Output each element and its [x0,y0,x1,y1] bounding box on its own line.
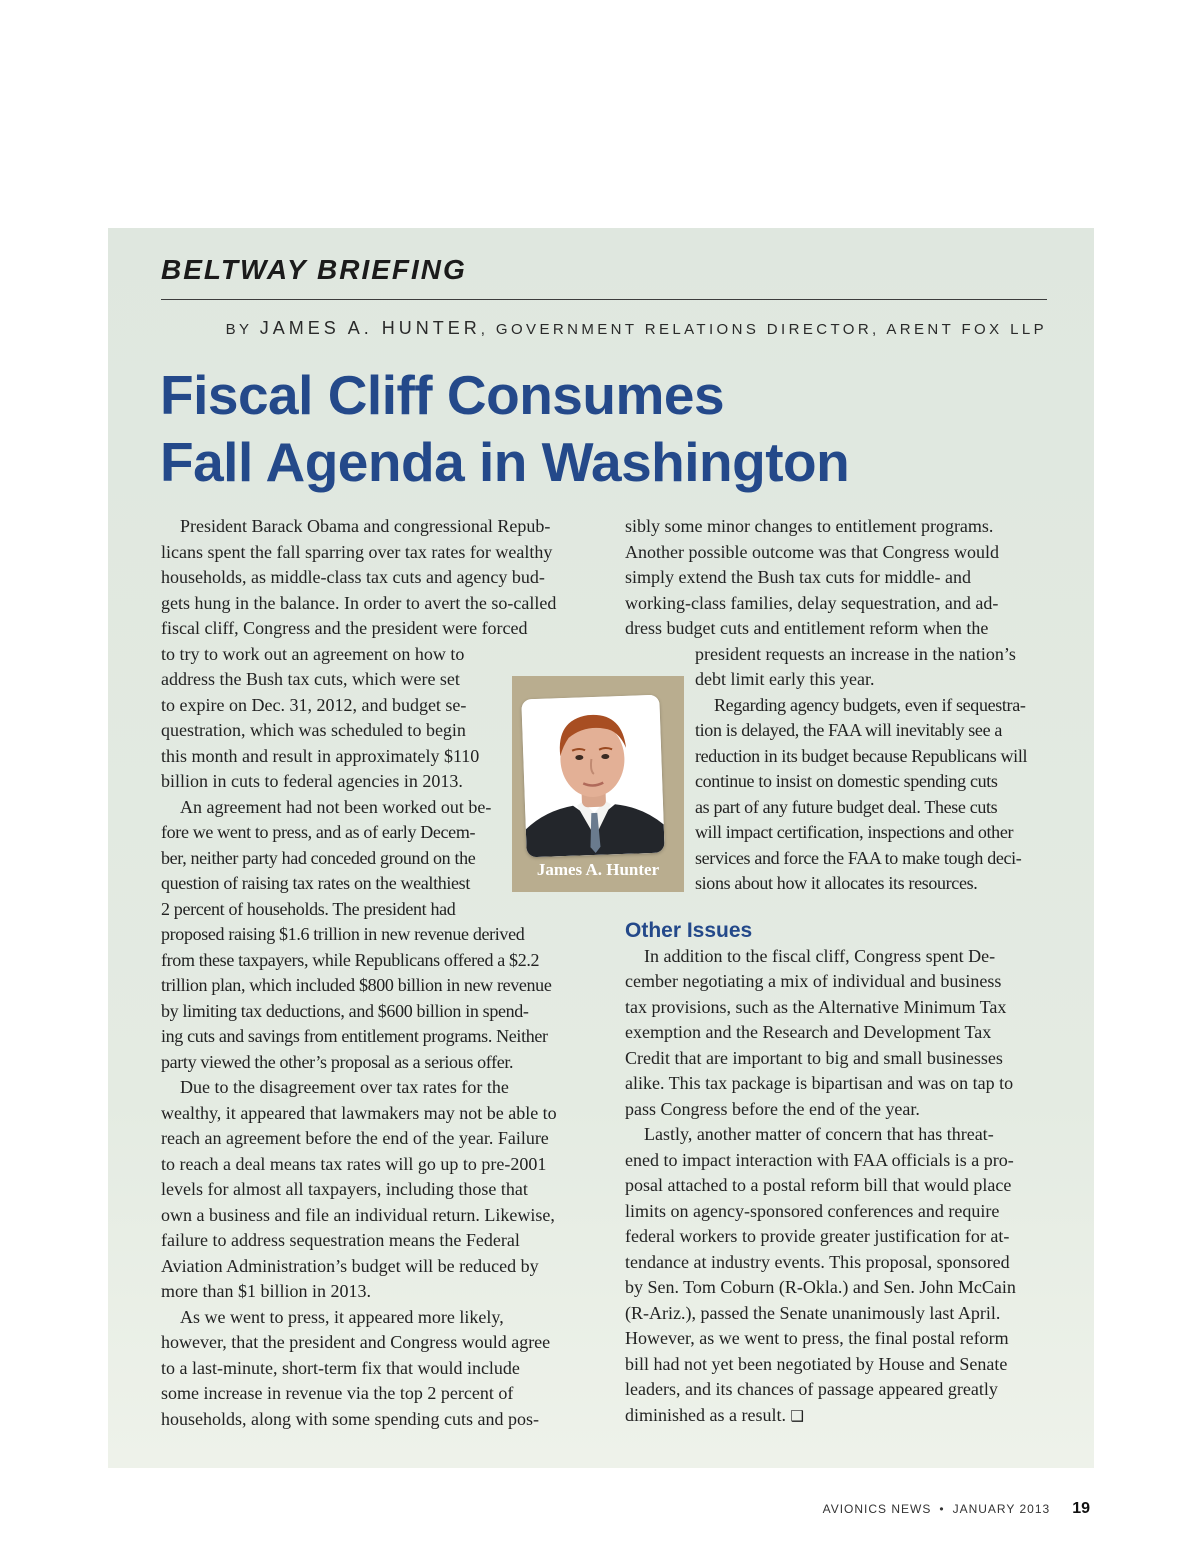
text-line: federal workers to provide greater justification for at- [625,1226,1010,1246]
footer-bullet: • [939,1502,945,1516]
text-line: address the Bush tax cuts, which were set [161,669,460,689]
issue-date: JANUARY 2013 [952,1502,1051,1516]
byline-prefix: BY [225,321,253,338]
paragraph-intro [161,514,593,795]
text-line: will impact certification, inspections and other [695,822,1014,842]
column-left [161,514,593,1432]
text-line: tax provisions, such as the Alternative Minimum Tax [625,996,1007,1017]
text-line: services and force the FAA to make tough deci- [695,847,1022,868]
text-line: ened to impact interaction with FAA officials is a pro- [625,1149,1014,1170]
text-line: licans spent the fall sparring over tax rates for wealthy [161,541,553,562]
text-line: party viewed the other’s proposal as a serious offer. [161,1051,514,1072]
text-line: sibly some minor changes to entitlement programs. [625,516,994,536]
text-line: fore we went to press, and as of early Decem- [161,822,476,842]
text-line: Credit that are important to big and small businesses [625,1047,1003,1068]
text-line: simply extend the Bush tax cuts for middle- and [625,567,971,587]
text-line: some increase in revenue via the top 2 percent of [161,1383,514,1403]
text-line: reach an agreement before the end of the year. Failure [161,1128,549,1148]
text-line: Aviation Administration’s budget will be reduced by [161,1255,539,1276]
paragraph-agreement [161,795,593,1076]
text-line: bill had not yet been negotiated by House and Senate [625,1353,1008,1374]
byline [226,318,1047,339]
text-line: Due to the disagreement over tax rates for the [180,1077,509,1097]
text-line: An agreement had not been worked out be- [180,796,492,817]
text-line: failure to address sequestration means the Federal [161,1230,520,1250]
photo-caption: James A. Hunter [536,860,660,879]
text-line: fiscal cliff, Congress and the president were forced [161,618,528,638]
text-line: tendance at industry events. This proposal, sponsored [625,1251,1010,1272]
text-line: this month and result in approximately $110 [161,745,480,766]
text-line: as part of any future budget deal. These cuts [695,796,998,817]
text-line: exemption and the Research and Development Tax [625,1022,992,1042]
text-line: president requests an increase in the nation’s [695,643,1016,664]
text-line: As we went to press, it appeared more likely, [180,1306,504,1327]
text-line: debt limit early this year. [695,669,875,689]
text-line: continue to insist on domestic spending cuts [695,771,998,791]
text-line: to a last-minute, short-term fix that would include [161,1357,520,1378]
text-line: working-class families, delay sequestration, and ad- [625,592,999,613]
text-line: Regarding agency budgets, even if sequestra- [714,694,1026,715]
text-line: tion is delayed, the FAA will inevitably see a [695,720,1003,740]
text-line: limits on agency-sponsored conferences and require [625,1200,1000,1221]
paragraph-postal-reform [625,1122,1057,1429]
text-line: proposed raising $1.6 trillion in new revenue derived [161,924,525,944]
byline-role: , GOVERNMENT RELATIONS DIRECTOR, ARENT FOX LLP [480,321,1047,338]
text-line: posal attached to a postal reform bill that would place [625,1175,1012,1195]
column-right [625,514,1057,1429]
header-rule [161,299,1047,300]
text-line: trillion plan, which included $800 billion in new revenue [161,975,552,995]
text-line: sions about how it allocates its resources. [695,873,978,893]
text-line: Another possible outcome was that Congress would [625,541,999,562]
article-headline [160,362,1060,496]
text-line: to try to work out an agreement on how to [161,643,465,664]
text-line: from these taxpayers, while Republicans offered a $2.2 [161,949,540,970]
paragraph-agency-budgets [625,693,1057,897]
subhead-other-issues: Other Issues [625,918,753,942]
text-line: by Sen. Tom Coburn (R-Okla.) and Sen. John McCain [625,1277,1016,1297]
end-of-article-mark: ❑ [790,1406,804,1425]
text-line: levels for almost all taxpayers, including those that [161,1179,528,1199]
text-line: to reach a deal means tax rates will go up to pre-2001 [161,1153,547,1174]
text-line: alike. This tax package is bipartisan and was on tap to [625,1073,1014,1093]
text-line: households, along with some spending cuts and pos- [161,1408,539,1429]
text-line: (R-Ariz.), passed the Senate unanimously last April. [625,1302,1001,1323]
text-line: 2 percent of households. The president had [161,898,456,919]
section-label: BELTWAY BRIEFING [161,254,467,285]
text-line: leaders, and its chances of passage appeared greatly [625,1379,998,1399]
text-line: President Barack Obama and congressional Repub- [180,516,551,536]
text-line: own a business and file an individual return. Likewise, [161,1204,555,1225]
paragraph-continued [625,514,1057,693]
text-line: gets hung in the balance. In order to avert the so-called [161,592,557,613]
byline-author: JAMES A. HUNTER [259,318,481,338]
text-line: dress budget cuts and entitlement reform when the [625,618,989,638]
text-line: by limiting tax deductions, and $600 billion in spend- [161,1000,529,1021]
text-line-content: diminished as a result. [625,1404,786,1425]
paragraph-disagreement [161,1075,593,1305]
text-line: questration, which was scheduled to begin [161,720,466,740]
text-line: ing cuts and savings from entitlement programs. Neither [161,1026,548,1046]
page-number: 19 [1072,1500,1090,1517]
headline-line-2: Fall Agenda in Washington [160,431,850,493]
text-line: ber, neither party had conceded ground on the [161,847,476,868]
text-line: However, as we went to press, the final postal reform [625,1328,1009,1348]
paragraph-other-issues [625,944,1057,1123]
text-line: pass Congress before the end of the year. [625,1098,920,1119]
text-line: to expire on Dec. 31, 2012, and budget se- [161,694,467,715]
text-line: however, that the president and Congress would agree [161,1332,551,1352]
text-line: Lastly, another matter of concern that has threat- [644,1124,994,1144]
text-line: reduction in its budget because Republicans will [695,745,1028,766]
text-line: wealthy, it appeared that lawmakers may not be able to [161,1102,557,1123]
headline-line-1: Fiscal Cliff Consumes [160,364,725,426]
text-line: more than $1 billion in 2013. [161,1281,371,1301]
paragraph-short-term-fix [161,1305,593,1433]
text-line: cember negotiating a mix of individual and business [625,971,1002,991]
text-line: households, as middle-class tax cuts and agency bud- [161,567,545,587]
publication-name: AVIONICS NEWS [822,1502,932,1516]
page-footer [823,1500,1090,1518]
text-line: question of raising tax rates on the wealthiest [161,873,470,893]
text-line-last [625,1403,1057,1430]
text-line: billion in cuts to federal agencies in 2013. [161,771,463,791]
text-line: In addition to the fiscal cliff, Congress spent De- [644,945,996,966]
